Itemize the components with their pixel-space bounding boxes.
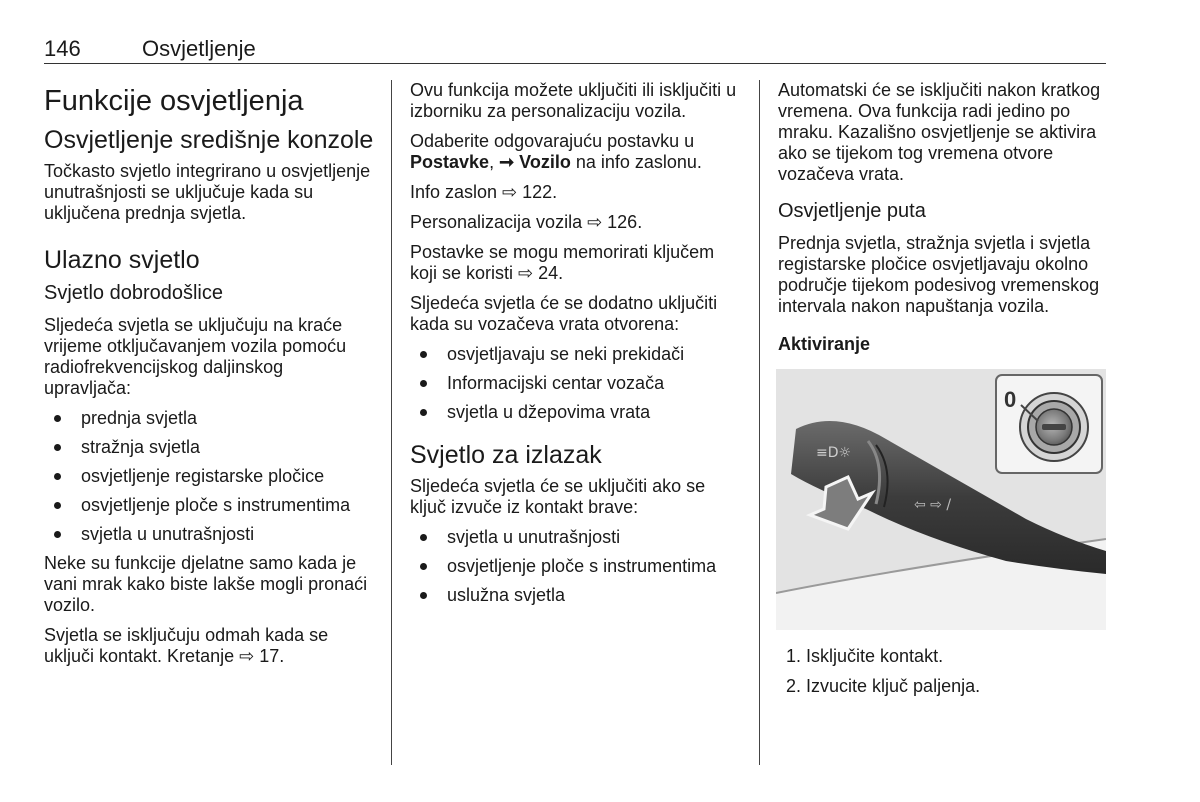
cross-reference-link[interactable]: ⇨ 17. [239, 646, 285, 666]
step-item: 2. Izvucite ključ paljenja. [786, 676, 981, 696]
paragraph-lights-off [44, 625, 374, 667]
list-item: prednja svjetla [44, 408, 374, 429]
list-item: stražnja svjetla [44, 437, 374, 458]
paragraph-memory: Postavke se mogu memorirati ključem koji se koristi ⇨ 24. [410, 242, 715, 283]
welcome-light-list [44, 408, 374, 545]
paragraph-welcome-light: Sljedeća svjetla se uključuju na kraće vrijeme otključavanjem vozila pomoću radiofrekvencijskog daljinskog upravljača: [44, 315, 347, 398]
step-item: 1. Isključite kontakt. [786, 646, 944, 666]
paragraph-dark-only: Neke su funkcije djelatne samo kada je vani mrak kako biste lakše mogli pronaći vozilo. [44, 553, 368, 615]
list-item: Informacijski centar vozača [410, 373, 745, 394]
activation-steps [778, 646, 1108, 697]
paragraph-personalization: Ovu funkcija možete uključiti ili isključiti u izborniku za personalizaciju vozila. [410, 80, 737, 121]
heading-activation: Aktiviranje [778, 334, 871, 354]
heading-welcome-light: Svjetlo dobrodošlice [44, 282, 223, 304]
list-item: osvjetljenje ploče s instrumentima [44, 495, 374, 516]
paragraph-path-lighting: Prednja svjetla, stražnja svjetla i svjetla registarske pločice osvjetljavaju okolno područje tijekom podesivog vremenskog intervala nakon napuštanja vozila. [778, 233, 1100, 316]
page-header [44, 34, 1106, 64]
column-divider [391, 80, 392, 765]
paragraph-door-open: Sljedeća svjetla će se dodatno uključiti kada su vozačeva vrata otvorena: [410, 293, 718, 334]
heading-path-lighting: Osvjetljenje puta [778, 200, 926, 222]
paragraph-exit-light: Sljedeća svjetla će se uključiti ako se ključ izvuče iz kontakt brave: [410, 476, 706, 517]
sidelight-icon: ⇦ ⇨ / [914, 497, 952, 513]
list-item: osvjetljenje registarske pločice [44, 466, 374, 487]
list-item: uslužna svjetla [410, 585, 745, 606]
heading-exit-light: Svjetlo za izlazak [410, 441, 602, 469]
text-fragment: , [489, 152, 500, 172]
column-3 [778, 80, 1108, 706]
menu-settings: Postavke [410, 152, 490, 172]
arrow-right-icon: ➞ [499, 152, 515, 172]
page-number: 146 [44, 36, 81, 61]
paragraph-auto-off: Automatski će se isključiti nakon kratkog vremena. Ova funkcija radi jedino po mraku. Kazališno osvjetljenje se aktivira ako se tijekom tog vremena otvore vozačeva vrata. [778, 80, 1101, 184]
column-divider [759, 80, 760, 765]
running-title: Osvjetljenje [142, 36, 256, 61]
paragraph-console-light: Točkasto svjetlo integrirano u osvjetljenje unutrašnjosti se uključuje kada su uključena prednja svjetla. [44, 161, 371, 223]
light-stalk-diagram [776, 369, 1106, 630]
header-rule [44, 63, 1106, 64]
cross-reference-link[interactable]: Personalizacija vozila ⇨ 126. [410, 212, 643, 232]
text-fragment: Odaberite odgovarajuću postavku u [410, 131, 695, 151]
section-title: Funkcije osvjetljenja [44, 85, 304, 117]
exit-light-list [410, 527, 745, 606]
paragraph-settings-path [410, 131, 745, 173]
list-item: osvjetljenje ploče s instrumentima [410, 556, 745, 577]
column-1 [44, 80, 374, 676]
cross-reference-link[interactable]: Info zaslon ⇨ 122. [410, 182, 558, 202]
list-item: svjetla u džepovima vrata [410, 402, 745, 423]
list-item: svjetla u unutrašnjosti [44, 524, 374, 545]
text-fragment: na info zaslonu. [570, 152, 702, 172]
list-item: osvjetljavaju se neki prekidači [410, 344, 745, 365]
door-open-list [410, 344, 745, 423]
heading-console-light: Osvjetljenje središnje konzole [44, 126, 374, 154]
list-item: svjetla u unutrašnjosti [410, 527, 745, 548]
heading-entry-light: Ulazno svjetlo [44, 246, 200, 274]
paragraph-lights-off-text: Svjetla se isključuju odmah kada se uključi kontakt. Kretanje [44, 625, 329, 666]
stalk-illustration [776, 369, 1106, 630]
fog-light-icon: ≡D☼ [816, 445, 852, 461]
menu-vehicle: Vozilo [514, 152, 571, 172]
column-2 [410, 80, 745, 614]
ignition-position-label: 0 [1004, 387, 1017, 412]
